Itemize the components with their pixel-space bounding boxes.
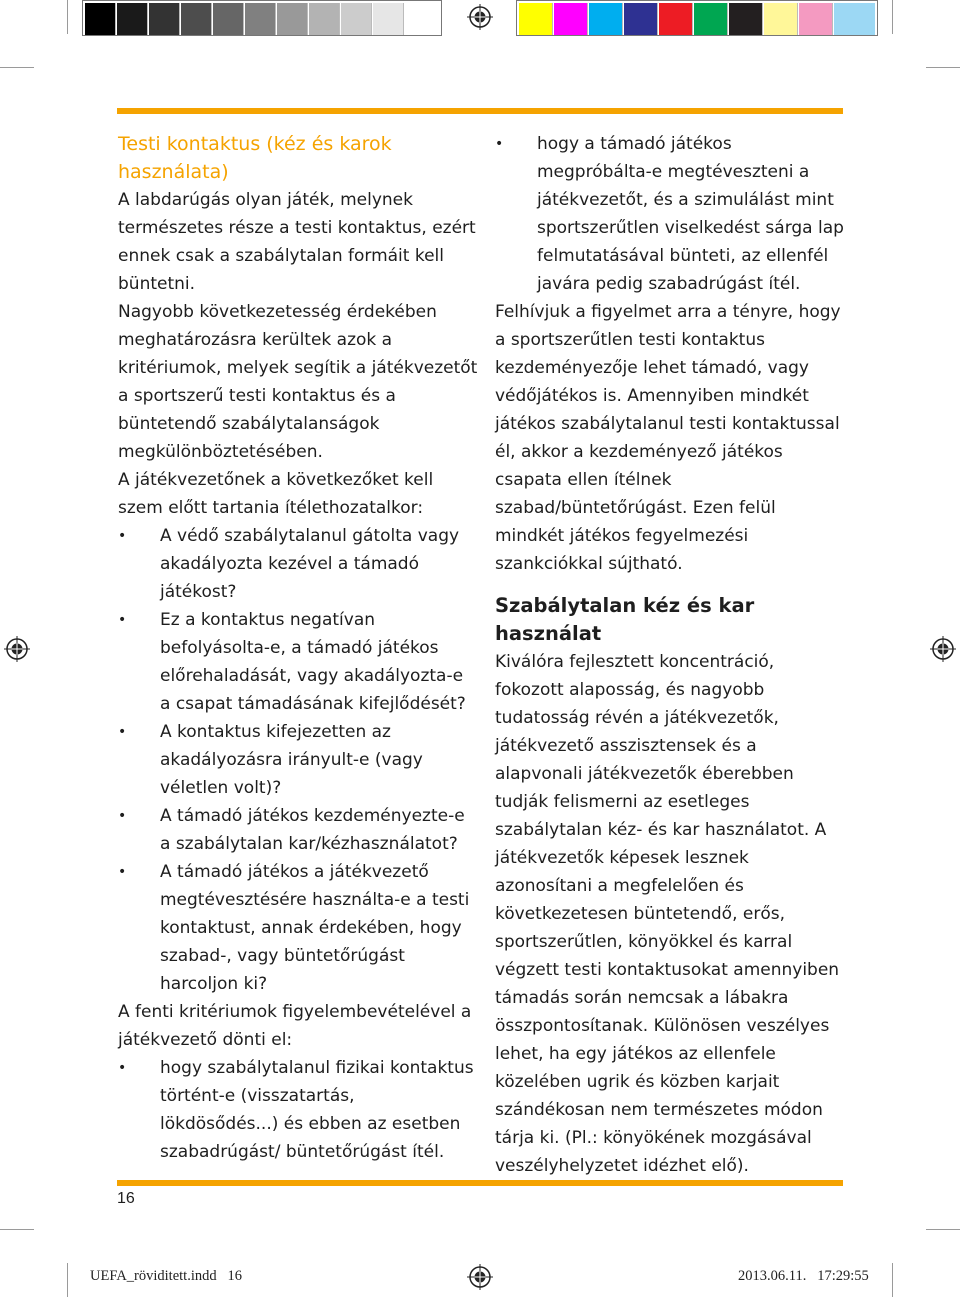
intro-paragraph: A labdarúgás olyan játék, melynek természetes része a testi kontaktus, ezért ennek csak a szabálytalan formáit kell büntetni. [118,190,476,294]
crop-mark [0,1229,34,1230]
crop-mark [892,0,893,34]
gray-swatch [277,3,308,35]
crop-mark [0,67,34,68]
criteria-list [118,522,478,998]
decision-lead-paragraph: A fenti kritériumok figyelembevételével a játékvezető dönti el: [118,1002,472,1050]
gray-swatch [341,3,372,35]
right-column [495,130,845,1180]
crop-mark [67,0,68,34]
decision-list-continued [495,130,845,298]
slug-filename: UEFA_röviditett.indd 16 [90,1268,242,1284]
gray-swatch [85,3,116,35]
crop-mark [926,1229,960,1230]
list-item: • hogy a támadó játékos megpróbálta-e megtéveszteni a játékvezetőt, és a szimulálást mint sportszerűtlen viselkedést sárga lap felmutatásával bünteti, az ellenfél javára pedig szabadrúgást ítél. [495,130,845,298]
gray-swatch [149,3,180,35]
list-item: • A kontaktus kifejezetten az akadályozásra irányult-e (vagy véletlen volt)? [118,718,478,802]
color-swatch [589,3,623,35]
list-item: • A támadó játékos a játékvezető megtévesztésére használta-e a testi kontaktust, annak érdekében, hogy szabad-, vagy büntetőrúgást harcoljon ki? [118,858,478,998]
color-swatch [799,3,833,35]
color-swatch [694,3,728,35]
bottom-accent-rule [117,1180,843,1186]
slug-datetime: 2013.06.11. 17:29:55 [738,1268,869,1284]
registration-mark-icon [4,636,30,662]
top-accent-rule [117,108,843,114]
list-item: • hogy szabálytalanul fizikai kontaktus történt-e (visszatartás, lökdösődés...) és ebben az esetben szabadrúgást/ büntetőrúgást ítél. [118,1054,478,1166]
gray-swatch [309,3,340,35]
decision-list [118,1054,478,1166]
registration-mark-icon [467,4,493,30]
crop-mark [926,67,960,68]
gray-swatch [181,3,212,35]
color-swatch [554,3,588,35]
attention-paragraph: Felhívjuk a figyelmet arra a tényre, hogy a sportszerűtlen testi kontaktus kezdeményezője lehet támadó, vagy védőjátékos is. Amennyiben mindkét játékos szabálytalanul testi kontaktussal él, akkor a kezdeményező játékos csapata ellen ítélnek szabad/büntetőrúgást. Ezen felül mindkét játékos fegyelmezési szankciókkal sújtható. [495,302,841,574]
gray-swatch [245,3,276,35]
process-color-bar [516,0,878,36]
gray-swatch [405,3,439,35]
hand-arm-paragraph: Kiválóra fejlesztett koncentráció, fokozott alaposság, és nagyobb tudatosság révén a játékvezetők, játékvezető asszisztensek és a alapvonali játékvezetők éberebben tudják felismerni az esetleges szabálytalan kéz- és kar használatot. A játékvezetők képesek lesznek azonosítani a megfelelően és következetesen büntetendő, erős, sportszerűtlen, könyökkel és karral végzett testi kontaktusokat amennyiben támadás során nemcsak a lábakra összpontosítanak. Különösen veszélyes lehet, ha egy játékos az ellenfele közelében ugrik és közben karjait szándékosan nem természetes módon tárja ki. (Pl.: könyökének mozgásával veszélyhelyzetet idézhet elő). [495,652,840,1176]
crop-mark [892,1263,893,1297]
color-swatch [659,3,693,35]
gray-swatch [117,3,148,35]
list-item: • A védő szabálytalanul gátolta vagy akadályozta kezével a támadó játékost? [118,522,478,606]
grayscale-color-bar [82,0,442,36]
gray-swatch [213,3,244,35]
gray-swatch [373,3,404,35]
criteria-intro-paragraph: Nagyobb következetesség érdekében meghatározásra kerültek azok a kritériumok, melyek segítik a játékvezetőt a sportszerű testi kontaktus és a büntetendő szabálytalanságok megkülönböztetésében. [118,302,478,462]
left-column [118,130,478,1166]
color-swatch [729,3,763,35]
section-heading: Testi kontaktus (kéz és karok használata) [118,133,392,183]
color-swatch [519,3,553,35]
list-item: • Ez a kontaktus negatívan befolyásolta-e, a támadó játékos előrehaladását, vagy akadályozta-e a csapat támadásának kifejlődését? [118,606,478,718]
subsection-heading: Szabálytalan kéz és kar használat [495,594,755,645]
crop-mark [67,1263,68,1297]
color-swatch [624,3,658,35]
color-swatch [764,3,798,35]
criteria-lead-paragraph: A játékvezetőnek a következőket kell szem előtt tartania ítélethozatalkor: [118,470,434,518]
registration-mark-icon [930,636,956,662]
registration-mark-icon [467,1264,493,1290]
page-number: 16 [117,1190,135,1207]
color-swatch [834,3,875,35]
list-item: • A támadó játékos kezdeményezte-e a szabálytalan kar/kézhasználatot? [118,802,478,858]
